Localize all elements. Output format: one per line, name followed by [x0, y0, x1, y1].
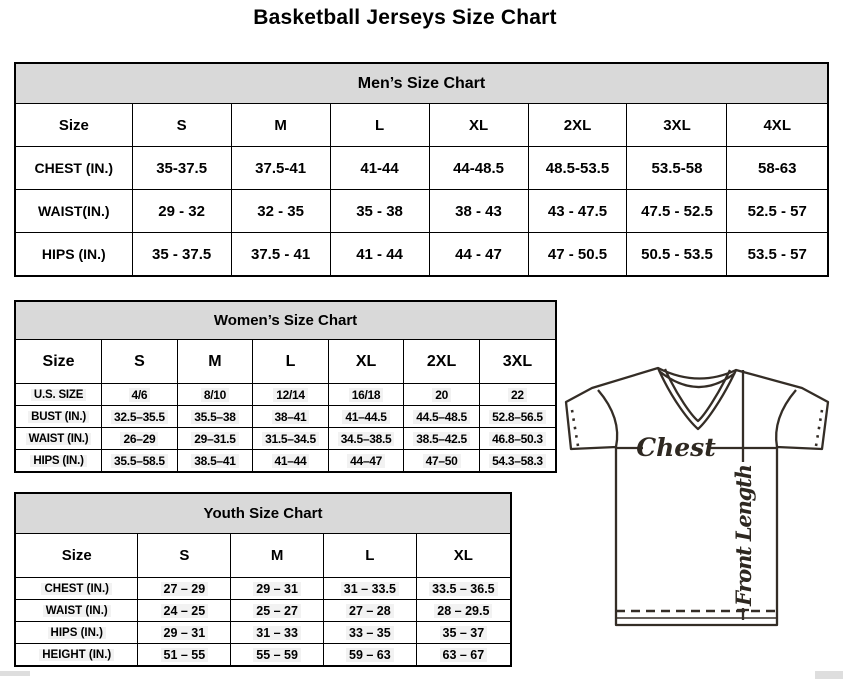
youth-size-chart	[14, 492, 512, 667]
measurement-value: 44–47	[328, 450, 404, 472]
size-column-header: M	[231, 104, 330, 147]
measurement-value: 38.5–41	[177, 450, 253, 472]
measurement-value: 4/6	[102, 384, 178, 406]
chest-label: Chest	[636, 433, 716, 462]
measurement-row	[16, 450, 555, 472]
size-column-header: M	[177, 340, 253, 384]
measurement-value: 47 - 50.5	[528, 233, 627, 276]
jersey-outline-icon	[566, 368, 828, 625]
measurement-value: 52.8–56.5	[479, 406, 555, 428]
measurement-value: 16/18	[328, 384, 404, 406]
measurement-value: 35-37.5	[132, 147, 231, 190]
size-corner-header: Size	[16, 104, 132, 147]
measurement-value: 25 – 27	[231, 600, 324, 622]
mens-size-chart	[14, 62, 829, 277]
size-corner-header: Size	[16, 534, 138, 578]
measurement-value: 38 - 43	[429, 190, 528, 233]
measurement-value: 58-63	[727, 147, 827, 190]
measurement-label: HIPS (IN.)	[16, 450, 102, 472]
size-column-header: S	[102, 340, 178, 384]
measurement-label: WAIST (IN.)	[16, 600, 138, 622]
size-corner-header: Size	[16, 340, 102, 384]
size-column-header: M	[231, 534, 324, 578]
measurement-value: 44.5–48.5	[404, 406, 480, 428]
measurement-label: BUST (IN.)	[16, 406, 102, 428]
scroll-artifact-left	[0, 671, 30, 676]
measurement-value: 32 - 35	[231, 190, 330, 233]
measurement-row	[16, 578, 510, 600]
measurement-value: 29 – 31	[138, 622, 231, 644]
mens-size-table	[16, 104, 827, 275]
size-column-header: S	[132, 104, 231, 147]
size-column-header: 3XL	[479, 340, 555, 384]
measurement-value: 41-44	[330, 147, 429, 190]
measurement-value: 47–50	[404, 450, 480, 472]
measurement-value: 41–44	[253, 450, 329, 472]
womens-size-chart-title: Women’s Size Chart	[16, 302, 555, 340]
measurement-label: HEIGHT (IN.)	[16, 644, 138, 666]
size-column-header: L	[253, 340, 329, 384]
page-title: Basketball Jerseys Size Chart	[253, 6, 557, 29]
measurement-value: 41 - 44	[330, 233, 429, 276]
measurement-value: 35.5–58.5	[102, 450, 178, 472]
size-column-header: 2XL	[404, 340, 480, 384]
measurement-value: 53.5-58	[627, 147, 727, 190]
measurement-value: 33.5 – 36.5	[416, 578, 510, 600]
measurement-value: 53.5 - 57	[727, 233, 827, 276]
measurement-value: 50.5 - 53.5	[627, 233, 727, 276]
measurement-value: 55 – 59	[231, 644, 324, 666]
measurement-value: 44-48.5	[429, 147, 528, 190]
measurement-value: 31 – 33.5	[323, 578, 416, 600]
size-column-header: XL	[429, 104, 528, 147]
scroll-artifact-right	[815, 671, 843, 679]
measurement-value: 27 – 28	[323, 600, 416, 622]
measurement-row	[16, 233, 827, 276]
measurement-label: WAIST(IN.)	[16, 190, 132, 233]
size-header-row	[16, 104, 827, 147]
youth-size-chart-title: Youth Size Chart	[16, 494, 510, 534]
measurement-value: 12/14	[253, 384, 329, 406]
jersey-measurement-diagram	[558, 358, 838, 630]
measurement-value: 51 – 55	[138, 644, 231, 666]
measurement-value: 20	[404, 384, 480, 406]
measurement-label: CHEST (IN.)	[16, 147, 132, 190]
measurement-value: 35 – 37	[416, 622, 510, 644]
measurement-value: 31 – 33	[231, 622, 324, 644]
mens-size-chart-title: Men’s Size Chart	[16, 64, 827, 104]
size-column-header: 2XL	[528, 104, 627, 147]
measurement-value: 29 - 32	[132, 190, 231, 233]
womens-size-table	[16, 340, 555, 471]
measurement-value: 8/10	[177, 384, 253, 406]
measurement-value: 47.5 - 52.5	[627, 190, 727, 233]
measurement-value: 29 – 31	[231, 578, 324, 600]
measurement-value: 35 - 38	[330, 190, 429, 233]
measurement-value: 63 – 67	[416, 644, 510, 666]
measurement-value: 29–31.5	[177, 428, 253, 450]
measurement-value: 24 – 25	[138, 600, 231, 622]
measurement-value: 35.5–38	[177, 406, 253, 428]
measurement-value: 37.5 - 41	[231, 233, 330, 276]
measurement-value: 28 – 29.5	[416, 600, 510, 622]
size-column-header: 4XL	[727, 104, 827, 147]
measurement-label: WAIST (IN.)	[16, 428, 102, 450]
measurement-value: 41–44.5	[328, 406, 404, 428]
measurement-value: 59 – 63	[323, 644, 416, 666]
measurement-row	[16, 147, 827, 190]
measurement-value: 31.5–34.5	[253, 428, 329, 450]
measurement-row	[16, 428, 555, 450]
measurement-value: 34.5–38.5	[328, 428, 404, 450]
measurement-row	[16, 190, 827, 233]
measurement-label: HIPS (IN.)	[16, 622, 138, 644]
measurement-value: 43 - 47.5	[528, 190, 627, 233]
size-header-row	[16, 340, 555, 384]
front-length-label: Front Length	[731, 464, 756, 606]
measurement-value: 26–29	[102, 428, 178, 450]
size-header-row	[16, 534, 510, 578]
measurement-value: 38.5–42.5	[404, 428, 480, 450]
measurement-row	[16, 622, 510, 644]
size-column-header: XL	[416, 534, 510, 578]
measurement-value: 33 – 35	[323, 622, 416, 644]
measurement-value: 44 - 47	[429, 233, 528, 276]
measurement-row	[16, 644, 510, 666]
size-column-header: XL	[328, 340, 404, 384]
measurement-label: HIPS (IN.)	[16, 233, 132, 276]
youth-size-table	[16, 534, 510, 665]
size-column-header: L	[330, 104, 429, 147]
measurement-value: 22	[479, 384, 555, 406]
measurement-value: 48.5-53.5	[528, 147, 627, 190]
measurement-value: 52.5 - 57	[727, 190, 827, 233]
size-column-header: S	[138, 534, 231, 578]
measurement-value: 32.5–35.5	[102, 406, 178, 428]
measurement-value: 54.3–58.3	[479, 450, 555, 472]
measurement-row	[16, 600, 510, 622]
measurement-value: 27 – 29	[138, 578, 231, 600]
size-column-header: 3XL	[627, 104, 727, 147]
womens-size-chart	[14, 300, 557, 473]
size-column-header: L	[323, 534, 416, 578]
measurement-value: 46.8–50.3	[479, 428, 555, 450]
measurement-row	[16, 384, 555, 406]
measurement-label: U.S. SIZE	[16, 384, 102, 406]
measurement-value: 38–41	[253, 406, 329, 428]
measurement-row	[16, 406, 555, 428]
measurement-value: 35 - 37.5	[132, 233, 231, 276]
measurement-value: 37.5-41	[231, 147, 330, 190]
measurement-label: CHEST (IN.)	[16, 578, 138, 600]
